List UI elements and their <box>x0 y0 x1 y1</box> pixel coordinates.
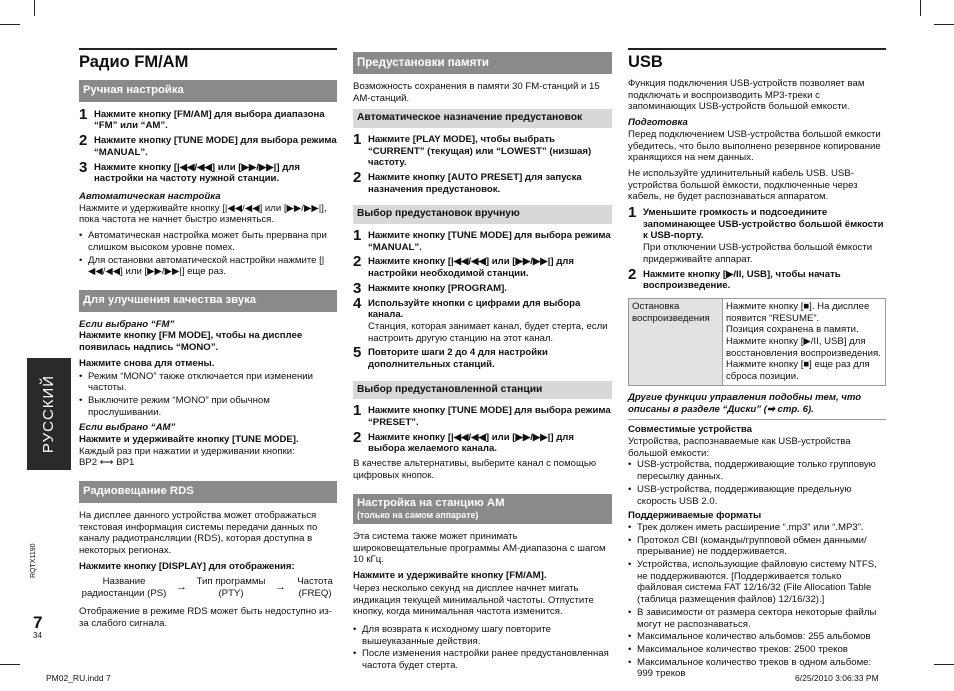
arrow-right-icon: → <box>275 581 286 594</box>
cable-warning: Не используйте удлинительный кабель USB. USB-устройства большой ёмкости, подключенные через кабель, не будет распознаваться аппаратом. <box>628 167 858 203</box>
cancel-text: Нажмите снова для отмены. <box>79 357 215 369</box>
list-item: • Для остановки автоматической настройки нажмите [|◀◀/◀◀] или [▶▶/▶▶|] еще раз. <box>79 255 337 278</box>
step: 1 Уменьшите громкость и подсоедините запоминающее USB-устройство большой ёмкости к USB-порту. При отключении USB-устройства большой ёмкости придерживайте аппарат. <box>628 204 884 265</box>
auto-tuning-text: Нажмите и удерживайте кнопку [|◀◀/◀◀] или [▶▶/▶▶|], пока частота не начнет быстро изменяться. <box>79 202 327 226</box>
step: 2 Нажмите кнопку [TUNE MODE] для выбора режима “MANUAL”. <box>79 132 337 158</box>
footer-date: 6/25/2010 3:06:33 PM <box>795 673 879 683</box>
auto-tuning-title: Автоматическая настройка <box>79 191 221 202</box>
crop-mark <box>34 0 35 16</box>
prep-title: Подготовка <box>628 117 688 129</box>
radio-title: Радио FM/AM <box>79 53 189 71</box>
manual-tuning-heading: Ручная настройка <box>79 80 337 102</box>
step: 2 Нажмите кнопку [|◀◀/◀◀] или [▶▶/▶▶|] для выбора желаемого канала. <box>353 428 574 455</box>
stop-playback-table <box>628 298 886 386</box>
am-notes <box>353 624 612 672</box>
other-functions-note: Другие функции управления подобны тем, что описаны в разделе “Диски” (➡ стр. 6). <box>628 392 886 420</box>
sound-quality-heading: Для улучшения качества звука <box>79 290 337 312</box>
bp-toggle: BP2 ⟷ BP1 <box>79 457 135 469</box>
list-item: • В зависимости от размера сектора некоторые файлы могут не распознаваться. <box>628 607 886 630</box>
step: 3 Нажмите кнопку [|◀◀/◀◀] или [▶▶/▶▶|] для настройки на частоту нужной станции. <box>79 158 300 185</box>
am-hold-instruction: Нажмите и удерживайте кнопку [FM/AM]. <box>353 570 547 582</box>
am-step-text: Эта система также может принимать широковещательные программы AM-диапазона с шагом 10 кГц. <box>353 531 606 566</box>
compat-title: Совместимые устройства <box>628 424 752 436</box>
table-cell: Нажмите кнопку [■]. На дисплее появится “RESUME”. Позиция сохранена в памяти. Нажмите кнопку [▶/II, USB] для восстановления воспроизведения. Нажмите кнопку [■] еще раз для сброса позиции. <box>723 298 886 385</box>
list-item: • После изменения настройки ранее предустановленная частота будет стерта. <box>353 648 612 671</box>
usb-column <box>628 48 886 681</box>
flow-freq: Частота (FREQ) <box>297 576 333 600</box>
step: 1 Нажмите кнопку [TUNE MODE] для выбора режима “MANUAL”. <box>353 227 611 253</box>
flow-pty: Тип программы (PTY) <box>196 576 266 600</box>
step: 4 Используйте кнопки с цифрами для выбора канала. Станция, которая занимает канал, будет стерта, если настроить другую станцию на этот канал. <box>353 294 608 344</box>
page-number: 7 34 <box>33 613 43 640</box>
am-text: Нажмите и удерживайте кнопку [TUNE MODE]. <box>79 434 299 446</box>
list-item: • Для возврата к исходному шагу повторите вышеуказанные действия. <box>353 624 612 647</box>
list-item: • Протокол CBI (команды/групповой обмен данными/прерывание) не поддерживается. <box>628 535 886 558</box>
list-item: • Автоматическая настройка может быть прервана при слишком высоком уровне помех. <box>79 230 337 253</box>
flow-ps: Название радиостанции (PS) <box>81 576 167 600</box>
list-item: • Режим “MONO” также отключается при изменении частоты. <box>79 371 337 394</box>
rds-display-flow <box>79 576 337 599</box>
step: 2 Нажмите кнопку [▶/II, USB], чтобы начать воспроизведение. <box>628 265 841 292</box>
compat-text: Устройства, распознаваемые как USB-устройства большой емкости: <box>628 435 851 459</box>
language-tab: РУССКИЙ <box>27 358 71 470</box>
select-preset-heading: Выбор предустановленной станции <box>353 381 612 400</box>
step: 3 Нажмите кнопку [PROGRAM]. <box>353 279 507 297</box>
step: 2 Нажмите кнопку [|◀◀/◀◀] или [▶▶/▶▶|] для настройки необходимой станции. <box>353 253 574 280</box>
rds-heading: Радиовещание RDS <box>79 481 337 503</box>
formats-title: Поддерживаемые форматы <box>628 510 762 522</box>
crop-mark <box>934 24 954 25</box>
crop-mark <box>934 664 954 665</box>
mono-notes <box>79 371 337 419</box>
formats-list <box>628 522 886 680</box>
step: 1 Нажмите кнопку [TUNE MODE] для выбора режима “PRESET”. <box>353 402 611 429</box>
rds-note: Отображение в режиме RDS может быть недоступно из-за слабого сигнала. <box>79 605 332 629</box>
compat-list <box>628 459 886 507</box>
step: 5 Повторите шаги 2 до 4 для настройки дополнительных станций. <box>353 344 548 371</box>
list-item: • USB-устройства, поддерживающие только групповую пересылку данных. <box>628 459 886 482</box>
step: 2 Нажмите кнопку [AUTO PRESET] для запуска назначения предустановок. <box>353 169 582 195</box>
am-tuning-heading: Настройка на станцию AM (только на самом аппарате) <box>353 494 612 525</box>
crop-mark <box>0 24 20 25</box>
crop-mark <box>0 664 20 665</box>
list-item: • Максимальное количество альбомов: 255 альбомов <box>628 631 886 643</box>
prep-text: Перед подключением USB-устройства большой емкости убедитесь, что было выполнено резервное копирование хранящихся на нем данных. <box>628 128 881 164</box>
crop-mark <box>920 0 921 16</box>
step: 1 Нажмите кнопку [FM/AM] для выбора диапазона “FM” или “AM”. <box>79 105 325 132</box>
doc-code: RQTX1190 <box>30 543 37 578</box>
fm-text: Нажмите кнопку [FM MODE], чтобы на дисплее появилась надпись “MONO”. <box>79 330 303 354</box>
list-item: • Устройства, использующие файловую систему NTFS, не поддерживаются. [Поддерживается только файловая система FAT 12/16/32 (File Allocation Table (таблица размещения файлов) 12/16/32).] <box>628 559 886 606</box>
presets-title: Предустановки памяти <box>353 52 612 74</box>
list-item: • Трек должен иметь расширение “.mp3” или “.MP3”. <box>628 522 886 534</box>
list-item: • Максимальное количество треков: 2500 треков <box>628 644 886 656</box>
auto-preset-heading: Автоматическое назначение предустановок <box>353 109 612 128</box>
rds-text: На дисплее данного устройства может отображаться текстовая информация системы передачи данных по каналу радиотрансляции (RDS), которая доступна в некоторых регионах. <box>79 509 318 557</box>
fm-title: Если выбрано “FM” <box>79 318 175 330</box>
usb-title: USB <box>628 53 663 71</box>
footer-file: PM02_RU.indd 7 <box>46 673 111 683</box>
list-item: • USB-устройства, поддерживающие предельную скорость USB 2.0. <box>628 484 886 507</box>
display-instruction: Нажмите кнопку [DISPLAY] для отображения: <box>79 560 295 572</box>
radio-column <box>79 48 337 633</box>
auto-tuning-notes <box>79 230 337 278</box>
am-step-text-2: Через несколько секунд на дисплее начнет мигать индикация текущей минимальной частоты. Отпустите кнопку, когда минимальная частота изменится. <box>353 582 594 618</box>
am-title: Если выбрано “AM” <box>79 422 176 434</box>
list-item: • Выключите режим “MONO” при обычном прослушивании. <box>79 395 337 418</box>
select-note: В качестве альтернативы, выберите канал с помощью цифровых кнопок. <box>353 458 597 481</box>
list-item: • Максимальное количество треков в одном альбоме: 999 треков <box>628 657 886 680</box>
presets-column <box>353 48 612 673</box>
table-label: Остановка воспроизведения <box>629 298 723 385</box>
presets-intro: Возможность сохранения в памяти 30 FM-станций и 15 AM-станций. <box>353 81 600 104</box>
step: 1 Нажмите [PLAY MODE], чтобы выбрать “CURRENT” (текущая) или “LOWEST” (низшая) частоту. <box>353 130 592 169</box>
usb-intro: Функция подключения USB-устройств позволяет вам подключать и воспроизводить MP3-треки с запоминающих USB-устройств большой емкости. <box>628 78 865 113</box>
arrow-right-icon: → <box>176 581 187 594</box>
manual-preset-heading: Выбор предустановок вручную <box>353 205 612 224</box>
am-text-2: Каждый раз при нажатии и удерживании кнопки: <box>79 445 295 457</box>
